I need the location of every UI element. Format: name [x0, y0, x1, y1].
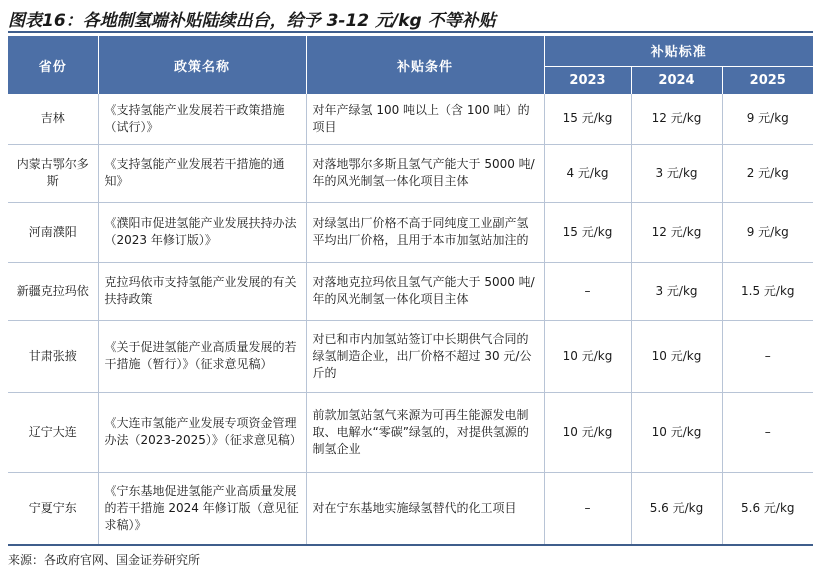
cell-condition: 对年产绿氢 100 吨以上（含 100 吨）的项目: [306, 94, 544, 144]
cell-province: 宁夏宁东: [8, 472, 98, 545]
cell-2023: 4 元/kg: [544, 144, 631, 202]
cell-2023: 15 元/kg: [544, 202, 631, 262]
cell-2023: 10 元/kg: [544, 320, 631, 392]
header-year-2023: 2023: [544, 66, 631, 94]
table-row: [8, 320, 813, 392]
table-row: [8, 144, 813, 202]
cell-policy: 《支持氢能产业发展若干政策措施（试行）》: [98, 94, 306, 144]
cell-condition: 对已和市内加氢站签订中长期供气合同的绿氢制造企业，出厂价格不超过 30 元/公斤的: [306, 320, 544, 392]
cell-province: 吉林: [8, 94, 98, 144]
cell-2023: 10 元/kg: [544, 392, 631, 472]
cell-2024: 12 元/kg: [631, 94, 722, 144]
title-divider: [8, 31, 813, 33]
cell-policy: 克拉玛依市支持氢能产业发展的有关扶持政策: [98, 262, 306, 320]
source-note: 来源：各政府官网、国金证券研究所: [8, 553, 201, 567]
cell-condition: 前款加氢站氢气来源为可再生能源发电制取、电解水“零碳”绿氢的，对提供氢源的制氢企业: [306, 392, 544, 472]
cell-policy: 《宁东基地促进氢能产业高质量发展的若干措施 2024 年修订版（意见征求稿）》: [98, 472, 306, 545]
cell-policy: 《关于促进氢能产业高质量发展的若干措施（暂行）》（征求意见稿）: [98, 320, 306, 392]
header-year-2025: 2025: [722, 66, 813, 94]
cell-2023: 15 元/kg: [544, 94, 631, 144]
cell-2025: 5.6 元/kg: [722, 472, 813, 545]
cell-province: 辽宁大连: [8, 392, 98, 472]
cell-2025: 1.5 元/kg: [722, 262, 813, 320]
cell-condition: 对在宁东基地实施绿氢替代的化工项目: [306, 472, 544, 545]
cell-2025: 9 元/kg: [722, 202, 813, 262]
table-row: [8, 392, 813, 472]
cell-2024: 10 元/kg: [631, 320, 722, 392]
cell-policy: 《濮阳市促进氢能产业发展扶持办法（2023 年修订版）》: [98, 202, 306, 262]
cell-2025: 2 元/kg: [722, 144, 813, 202]
header-subsidy-standard: 补贴标准: [544, 36, 813, 66]
cell-condition: 对绿氢出厂价格不高于同纯度工业副产氢平均出厂价格，且用于本市加氢站加注的: [306, 202, 544, 262]
cell-province: 甘肃张掖: [8, 320, 98, 392]
cell-2024: 3 元/kg: [631, 144, 722, 202]
header-province: 省份: [8, 36, 98, 94]
cell-2025: –: [722, 320, 813, 392]
table-row: [8, 202, 813, 262]
cell-province: 新疆克拉玛依: [8, 262, 98, 320]
subsidy-table: [8, 36, 813, 546]
cell-condition: 对落地鄂尔多斯且氢气产能大于 5000 吨/年的风光制氢一体化项目主体: [306, 144, 544, 202]
cell-2024: 3 元/kg: [631, 262, 722, 320]
cell-province: 内蒙古鄂尔多斯: [8, 144, 98, 202]
cell-2024: 5.6 元/kg: [631, 472, 722, 545]
cell-policy: 《支持氢能产业发展若干措施的通知》: [98, 144, 306, 202]
figure-title: 图表16：各地制氢端补贴陆续出台，给予 3-12 元/kg 不等补贴: [8, 11, 496, 31]
cell-2024: 10 元/kg: [631, 392, 722, 472]
table-row: [8, 472, 813, 545]
cell-condition: 对落地克拉玛依且氢气产能大于 5000 吨/年的风光制氢一体化项目主体: [306, 262, 544, 320]
header-year-2024: 2024: [631, 66, 722, 94]
cell-2023: –: [544, 472, 631, 545]
header-condition: 补贴条件: [306, 36, 544, 94]
cell-2023: –: [544, 262, 631, 320]
cell-2024: 12 元/kg: [631, 202, 722, 262]
cell-policy: 《大连市氢能产业发展专项资金管理办法（2023-2025）》（征求意见稿）: [98, 392, 306, 472]
header-policy: 政策名称: [98, 36, 306, 94]
table-row: [8, 94, 813, 144]
cell-province: 河南濮阳: [8, 202, 98, 262]
cell-2025: –: [722, 392, 813, 472]
cell-2025: 9 元/kg: [722, 94, 813, 144]
table-row: [8, 262, 813, 320]
